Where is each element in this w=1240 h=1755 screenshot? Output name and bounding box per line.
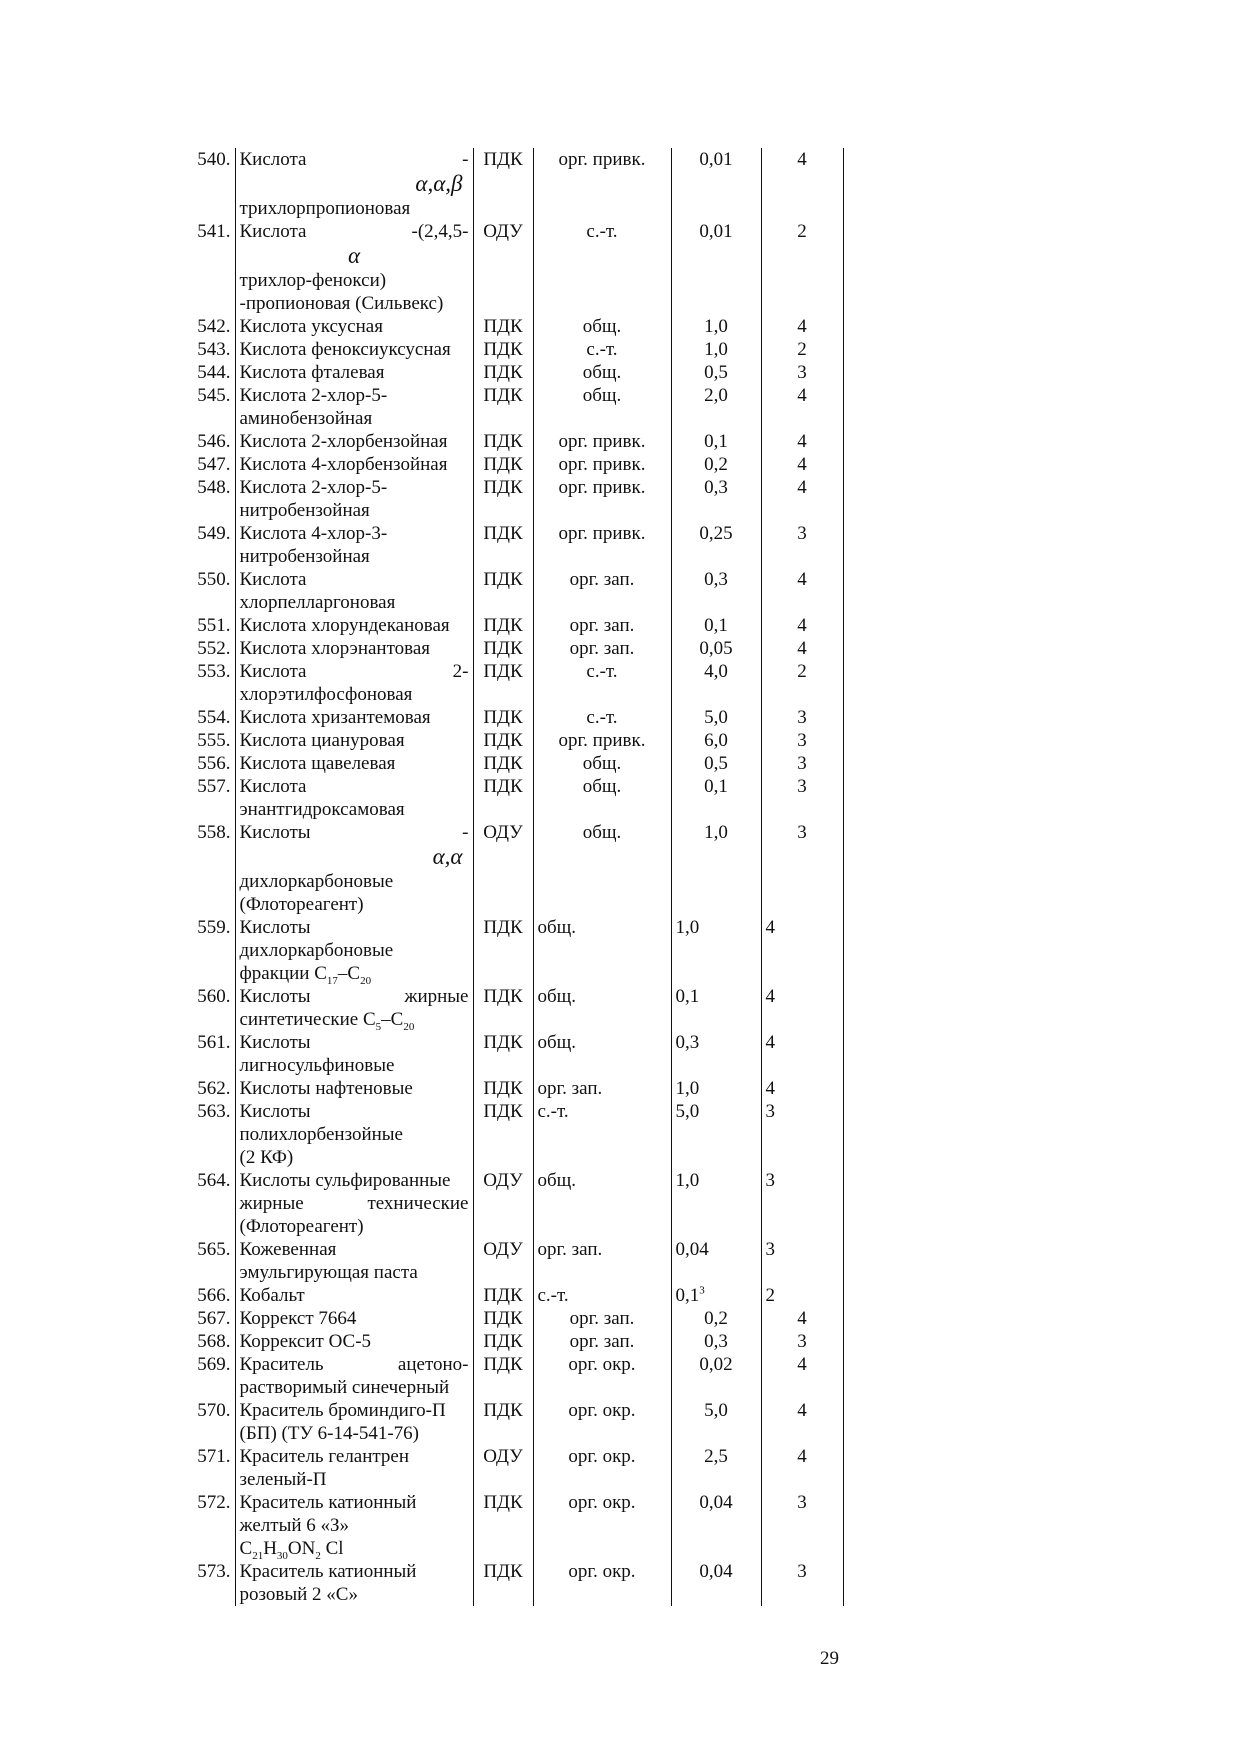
row-number: 551.: [197, 615, 231, 636]
harm-sign: орг. окр.: [533, 1399, 671, 1445]
row-number: 542.: [197, 316, 231, 337]
row-number: 544.: [197, 362, 231, 383]
norm-value: 0,04: [671, 1238, 761, 1284]
hazard-class: 4: [761, 568, 843, 614]
harm-sign: общ.: [533, 315, 671, 338]
table-row: [187, 220, 843, 315]
norm-value: 0,04: [671, 1491, 761, 1560]
harm-sign: орг. зап.: [533, 637, 671, 660]
substance-name: Коррексит ОС-5: [235, 1330, 473, 1353]
harm-sign: общ.: [533, 752, 671, 775]
norm-value: 0,05: [671, 637, 761, 660]
harm-sign: орг. зап.: [533, 568, 671, 614]
row-number: 540.: [197, 149, 231, 170]
harm-sign: орг. привк.: [533, 476, 671, 522]
norm-type: ПДК: [473, 660, 533, 706]
substance-name: Кислоты нафтеновые: [235, 1077, 473, 1100]
norm-type: ОДУ: [473, 821, 533, 916]
row-number: 572.: [197, 1492, 231, 1513]
norm-value: 1,0: [671, 821, 761, 916]
norm-type: ПДК: [473, 148, 533, 220]
hazard-class: 2: [761, 220, 843, 315]
norm-type: ПДК: [473, 338, 533, 361]
norm-type: ПДК: [473, 916, 533, 985]
table-row: [187, 1284, 843, 1307]
hazard-class: 4: [761, 1307, 843, 1330]
table-row: [187, 985, 843, 1031]
norm-type: ПДК: [473, 985, 533, 1031]
row-number: 543.: [197, 339, 231, 360]
norm-value: 1,0: [671, 315, 761, 338]
table-row: [187, 384, 843, 430]
harm-sign: с.-т.: [533, 220, 671, 315]
table-row: [187, 453, 843, 476]
row-number: 560.: [197, 986, 231, 1007]
table-row: [187, 522, 843, 568]
table-row: [187, 1353, 843, 1399]
substance-name: Кислота 2-хлор-5- аминобензойная: [235, 384, 473, 430]
norm-type: ПДК: [473, 1560, 533, 1606]
norm-type: ОДУ: [473, 220, 533, 315]
norm-value: 2,0: [671, 384, 761, 430]
norm-type: ПДК: [473, 706, 533, 729]
harm-sign: с.-т.: [533, 706, 671, 729]
substance-name: Кислота 2-хлор-5- нитробензойная: [235, 476, 473, 522]
hazard-class: 4: [761, 985, 843, 1031]
norm-value: 0,2: [671, 453, 761, 476]
table-row: [187, 1238, 843, 1284]
table-row: [187, 1330, 843, 1353]
substance-name: Кислота энантгидроксамовая: [235, 775, 473, 821]
harm-sign: орг. окр.: [533, 1445, 671, 1491]
norm-type: ОДУ: [473, 1445, 533, 1491]
row-number: 557.: [197, 776, 231, 797]
hazard-class: 3: [761, 1491, 843, 1560]
hazard-class: 4: [761, 1353, 843, 1399]
harm-sign: орг. окр.: [533, 1491, 671, 1560]
norm-value: 0,5: [671, 361, 761, 384]
hazard-class: 3: [761, 706, 843, 729]
harm-sign: орг. окр.: [533, 1560, 671, 1606]
substance-name: Краситель броминдиго-П (БП) (ТУ 6-14-541-76): [235, 1399, 473, 1445]
hazard-class: 3: [761, 361, 843, 384]
substance-name: Кислота хлорпелларгоновая: [235, 568, 473, 614]
norm-value: 0,5: [671, 752, 761, 775]
substances-table: [187, 148, 844, 1606]
table-row: [187, 752, 843, 775]
substance-name: Коррекст 7664: [235, 1307, 473, 1330]
row-number: 565.: [197, 1239, 231, 1260]
row-number: 570.: [197, 1400, 231, 1421]
substance-name: Кислота фталевая: [235, 361, 473, 384]
hazard-class: 4: [761, 453, 843, 476]
substance-name: Кислота -(2,4,5- α трихлор-фенокси) -пропионовая (Сильвекс): [235, 220, 473, 315]
table-row: [187, 614, 843, 637]
hazard-class: 4: [761, 148, 843, 220]
norm-value: 5,0: [671, 1399, 761, 1445]
norm-type: ПДК: [473, 1330, 533, 1353]
harm-sign: орг. привк.: [533, 453, 671, 476]
row-number: 541.: [197, 221, 231, 242]
table-row: [187, 1031, 843, 1077]
row-number: 552.: [197, 638, 231, 659]
norm-type: ПДК: [473, 1284, 533, 1307]
table-row: [187, 1560, 843, 1606]
table-row: [187, 315, 843, 338]
hazard-class: 4: [761, 1031, 843, 1077]
row-number: 571.: [197, 1446, 231, 1467]
harm-sign: орг. привк.: [533, 522, 671, 568]
norm-value: 1,0: [671, 338, 761, 361]
harm-sign: орг. окр.: [533, 1353, 671, 1399]
hazard-class: 3: [761, 775, 843, 821]
harm-sign: общ.: [533, 821, 671, 916]
table-row: [187, 430, 843, 453]
substance-name: Кислоты полихлорбензойные (2 КФ): [235, 1100, 473, 1169]
substance-name: Кислота хлорэнантовая: [235, 637, 473, 660]
row-number: 549.: [197, 523, 231, 544]
norm-type: ПДК: [473, 315, 533, 338]
substance-name: Кислота 2-хлорбензойная: [235, 430, 473, 453]
harm-sign: с.-т.: [533, 1100, 671, 1169]
substance-name: Кислоты жирные синтетические $C_5-C_{20}$: [235, 985, 473, 1031]
hazard-class: 4: [761, 1399, 843, 1445]
norm-type: ПДК: [473, 430, 533, 453]
norm-value: 5,0: [671, 1100, 761, 1169]
norm-type: ПДК: [473, 1307, 533, 1330]
substance-name: Кислота циануровая: [235, 729, 473, 752]
norm-type: ПДК: [473, 476, 533, 522]
norm-value: 0,2: [671, 1307, 761, 1330]
norm-value: 0,25: [671, 522, 761, 568]
norm-value: 0,3: [671, 476, 761, 522]
norm-type: ПДК: [473, 361, 533, 384]
norm-value: 0,3: [671, 1330, 761, 1353]
harm-sign: общ.: [533, 775, 671, 821]
substance-name: Кислоты - α,α дихлоркарбоновые (Флотореагент): [235, 821, 473, 916]
row-number: 555.: [197, 730, 231, 751]
row-number: 559.: [197, 917, 231, 938]
table-row: [187, 916, 843, 985]
harm-sign: орг. привк.: [533, 729, 671, 752]
substance-name: Кислота - α,α,β трихлорпропионовая: [235, 148, 473, 220]
harm-sign: общ.: [533, 916, 671, 985]
norm-value: 4,0: [671, 660, 761, 706]
norm-value: 0,01: [671, 220, 761, 315]
norm-type: ПДК: [473, 1031, 533, 1077]
harm-sign: с.-т.: [533, 338, 671, 361]
norm-value: 0,3: [671, 1031, 761, 1077]
norm-value: 0,1: [671, 614, 761, 637]
table-row: [187, 1100, 843, 1169]
table-row: [187, 729, 843, 752]
hazard-class: 3: [761, 1330, 843, 1353]
norm-value: 0,3: [671, 568, 761, 614]
norm-type: ПДК: [473, 453, 533, 476]
substance-name: Кислота щавелевая: [235, 752, 473, 775]
row-number: 562.: [197, 1078, 231, 1099]
hazard-class: 3: [761, 1169, 843, 1238]
norm-value: 0,1: [671, 775, 761, 821]
table-row: [187, 338, 843, 361]
norm-type: ПДК: [473, 752, 533, 775]
substance-name: Кислоты сульфированные жирные технические (Флотореагент): [235, 1169, 473, 1238]
row-number: 567.: [197, 1308, 231, 1329]
row-number: 564.: [197, 1170, 231, 1191]
harm-sign: общ.: [533, 361, 671, 384]
substance-name: Кислота уксусная: [235, 315, 473, 338]
hazard-class: 3: [761, 821, 843, 916]
substance-name: Кислота 2- хлорэтилфосфоновая: [235, 660, 473, 706]
row-number: 573.: [197, 1561, 231, 1582]
row-number: 546.: [197, 431, 231, 452]
hazard-class: 3: [761, 1100, 843, 1169]
table-row: [187, 637, 843, 660]
page-number: 29: [820, 1648, 839, 1669]
hazard-class: 3: [761, 1560, 843, 1606]
harm-sign: общ.: [533, 384, 671, 430]
row-number: 554.: [197, 707, 231, 728]
hazard-class: 4: [761, 315, 843, 338]
norm-value: 2,5: [671, 1445, 761, 1491]
table-row: [187, 361, 843, 384]
table-row: [187, 568, 843, 614]
harm-sign: орг. привк.: [533, 148, 671, 220]
norm-value: 0,02: [671, 1353, 761, 1399]
harm-sign: орг. зап.: [533, 1307, 671, 1330]
harm-sign: с.-т.: [533, 660, 671, 706]
norm-value: $0,1^3$: [671, 1284, 761, 1307]
harm-sign: орг. зап.: [533, 1330, 671, 1353]
substance-name: Краситель катионный желтый 6 «З» $C_{21}H_{30}ON_2$ Cl: [235, 1491, 473, 1560]
norm-type: ПДК: [473, 568, 533, 614]
substance-name: Кобальт: [235, 1284, 473, 1307]
norm-type: ПДК: [473, 614, 533, 637]
hazard-class: 4: [761, 916, 843, 985]
table-row: [187, 660, 843, 706]
hazard-class: 2: [761, 338, 843, 361]
table-row: [187, 775, 843, 821]
substance-name: Краситель катионный розовый 2 «С»: [235, 1560, 473, 1606]
harm-sign: орг. зап.: [533, 1077, 671, 1100]
table-row: [187, 148, 843, 220]
norm-value: 0,01: [671, 148, 761, 220]
substance-name: Кислоты дихлоркарбоновые фракции $C_{17}-C_{20}$: [235, 916, 473, 985]
row-number: 569.: [197, 1354, 231, 1375]
hazard-class: 3: [761, 1238, 843, 1284]
table-row: [187, 1307, 843, 1330]
hazard-class: 4: [761, 637, 843, 660]
table-row: [187, 1491, 843, 1560]
row-number: 566.: [197, 1285, 231, 1306]
table-row: [187, 1169, 843, 1238]
substance-name: Кислота феноксиуксусная: [235, 338, 473, 361]
table-row: [187, 1399, 843, 1445]
table-row: [187, 476, 843, 522]
norm-type: ПДК: [473, 1100, 533, 1169]
hazard-class: 3: [761, 729, 843, 752]
table-row: [187, 821, 843, 916]
hazard-class: 2: [761, 1284, 843, 1307]
hazard-class: 4: [761, 614, 843, 637]
hazard-class: 4: [761, 430, 843, 453]
table-row: [187, 706, 843, 729]
substance-name: Кислота 4-хлор-3- нитробензойная: [235, 522, 473, 568]
harm-sign: общ.: [533, 1169, 671, 1238]
norm-value: 0,04: [671, 1560, 761, 1606]
norm-value: 1,0: [671, 916, 761, 985]
hazard-class: 4: [761, 1077, 843, 1100]
norm-type: ОДУ: [473, 1169, 533, 1238]
substance-name: Кислоты лигносульфиновые: [235, 1031, 473, 1077]
harm-sign: общ.: [533, 1031, 671, 1077]
norm-type: ПДК: [473, 1399, 533, 1445]
norm-value: 5,0: [671, 706, 761, 729]
harm-sign: орг. зап.: [533, 1238, 671, 1284]
substance-name: Краситель гелантрен зеленый-П: [235, 1445, 473, 1491]
norm-type: ПДК: [473, 1077, 533, 1100]
norm-type: ПДК: [473, 1353, 533, 1399]
norm-type: ПДК: [473, 775, 533, 821]
row-number: 561.: [197, 1032, 231, 1053]
norm-type: ПДК: [473, 729, 533, 752]
row-number: 547.: [197, 454, 231, 475]
substance-name: Кислота хлорундекановая: [235, 614, 473, 637]
substance-name: Кислота хризантемовая: [235, 706, 473, 729]
harm-sign: орг. зап.: [533, 614, 671, 637]
harm-sign: орг. привк.: [533, 430, 671, 453]
row-number: 550.: [197, 569, 231, 590]
row-number: 568.: [197, 1331, 231, 1352]
substance-name: Кожевенная эмульгирующая паста: [235, 1238, 473, 1284]
norm-type: ПДК: [473, 637, 533, 660]
row-number: 563.: [197, 1101, 231, 1122]
norm-type: ОДУ: [473, 1238, 533, 1284]
row-number: 553.: [197, 661, 231, 682]
norm-type: ПДК: [473, 522, 533, 568]
hazard-class: 3: [761, 522, 843, 568]
norm-type: ПДК: [473, 1491, 533, 1560]
norm-value: 1,0: [671, 1169, 761, 1238]
row-number: 545.: [197, 385, 231, 406]
norm-value: 0,1: [671, 985, 761, 1031]
substance-name: Краситель ацетоно- растворимый синечерный: [235, 1353, 473, 1399]
row-number: 548.: [197, 477, 231, 498]
row-number: 556.: [197, 753, 231, 774]
norm-value: 6,0: [671, 729, 761, 752]
table-row: [187, 1077, 843, 1100]
table-row: [187, 1445, 843, 1491]
hazard-class: 2: [761, 660, 843, 706]
hazard-class: 4: [761, 384, 843, 430]
hazard-class: 3: [761, 752, 843, 775]
norm-value: 1,0: [671, 1077, 761, 1100]
norm-value: 0,1: [671, 430, 761, 453]
row-number: 558.: [197, 822, 231, 843]
harm-sign: с.-т.: [533, 1284, 671, 1307]
hazard-class: 4: [761, 1445, 843, 1491]
substance-name: Кислота 4-хлорбензойная: [235, 453, 473, 476]
harm-sign: общ.: [533, 985, 671, 1031]
hazard-class: 4: [761, 476, 843, 522]
norm-type: ПДК: [473, 384, 533, 430]
